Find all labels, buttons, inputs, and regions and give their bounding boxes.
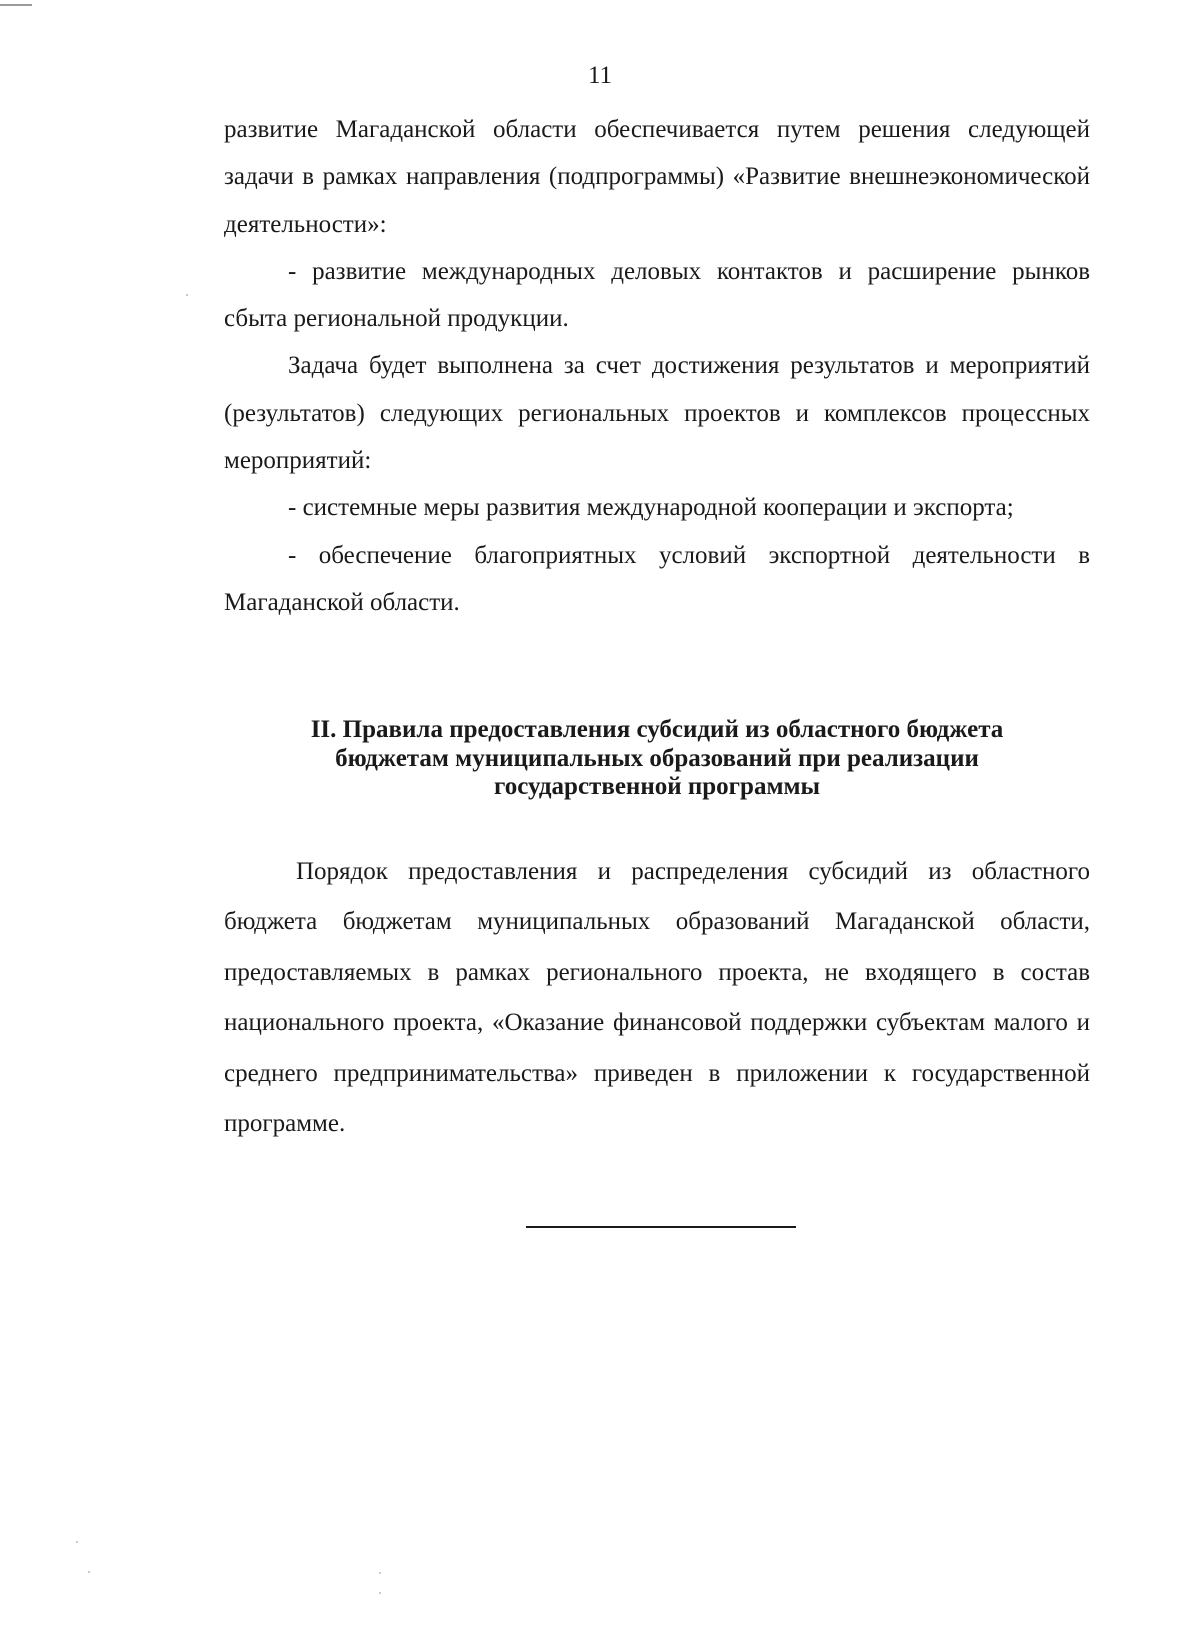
- paragraph-continuation: развитие Магаданской области обеспечивается путем решения следующей задачи в рамках направления (подпрограммы) «Развитие внешнеэкономической деятельности»:: [224, 116, 1090, 238]
- section-heading-line: бюджетам муниципальных образований при реализации: [335, 744, 979, 772]
- page-number: 11: [587, 62, 613, 89]
- paragraph-task-fulfilment: Задача будет выполнена за счет достижения результатов и мероприятий (результатов) следующих региональных проектов и комплексов процессных мероприятий:: [224, 352, 1090, 475]
- body-text-upper: [224, 106, 1090, 626]
- section-heading-line: II. Правила предоставления субсидий из областного бюджета: [310, 716, 1004, 743]
- section-heading-line: государственной программы: [493, 773, 821, 800]
- section-heading: [224, 716, 1090, 802]
- scan-artifact-mark: [0, 4, 32, 6]
- paragraph-project-item-1: - системные меры развития международной кооперации и экспорта;: [288, 494, 1014, 522]
- body-text-lower: [224, 847, 1090, 1149]
- end-of-text-rule: [526, 1226, 796, 1228]
- paragraph-task-item: - развитие международных деловых контактов и расширение рынков сбыта региональной продукции.: [224, 257, 1090, 333]
- scan-speck: [379, 1572, 381, 1574]
- scan-speck: [88, 1571, 90, 1573]
- scan-speck: [76, 1541, 78, 1543]
- scan-speck: [379, 1592, 381, 1594]
- scan-speck: [186, 294, 188, 296]
- paragraph-subsidy-procedure: Порядок предоставления и распределения субсидий из областного бюджета бюджетам муниципальных образований Магаданской области, предоставляемых в рамках регионального проекта, не входящего в состав национального проекта, «Оказание финансовой поддержки субъектам малого и среднего предпринимательства» приведен в приложении к государственной программе.: [224, 858, 1090, 1138]
- paragraph-project-item-2: - обеспечение благоприятных условий экспортной деятельности в Магаданской области.: [224, 541, 1090, 616]
